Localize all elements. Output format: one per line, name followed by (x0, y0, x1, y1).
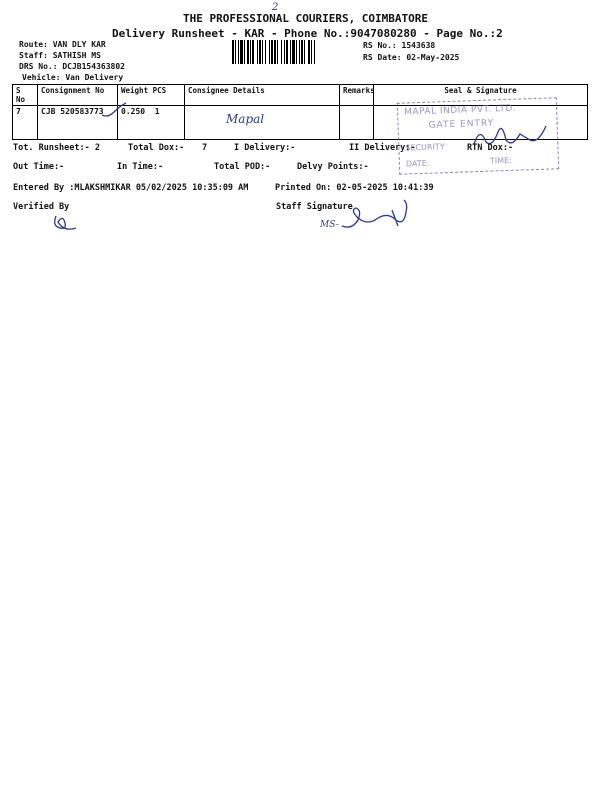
rs-number: RS No.: 1543638 (363, 41, 436, 50)
tot-runsheet: Tot. Runsheet:- 2 (13, 143, 100, 153)
header-sno: S No (13, 85, 38, 106)
vehicle-label: Vehicle: Van Delivery (22, 73, 124, 82)
printed-on: Printed On: 02-05-2025 10:41:39 (275, 183, 434, 193)
company-title: THE PROFESSIONAL COURIERS, COIMBATORE (183, 12, 429, 25)
cell-sno: 7 (13, 106, 38, 140)
stamp-security: SECURITY (405, 142, 445, 153)
staff-label: Staff: SATHISH MS (19, 51, 101, 60)
ii-delivery: II Delivery:- (349, 143, 416, 153)
ms-initials: MS- (320, 220, 339, 230)
delvy-points: Delvy Points:- (297, 162, 369, 172)
header-consignee: Consignee Details (185, 85, 340, 106)
stamp-company: MAPAL INDIA PVT. LTD. (403, 103, 517, 118)
cell-pcs: 1 (154, 107, 160, 116)
runsheet-subtitle: Delivery Runsheet - KAR - Phone No.:9047080280 - Page No.:2 (112, 27, 503, 40)
stamp-date: DATE: (405, 158, 430, 169)
consignee-handwriting: Mapal (226, 112, 265, 126)
cell-remarks (340, 106, 374, 140)
total-dox-value: 7 (202, 143, 208, 153)
header-remarks: Remarks (340, 85, 374, 106)
stamp-time: TIME: (489, 155, 512, 166)
top-handwritten-mark: 2 (272, 2, 279, 13)
cell-weight: 0.250 (121, 107, 146, 116)
i-delivery: I Delivery:- (234, 143, 296, 153)
barcode-image (232, 40, 357, 64)
out-time: Out Time:- (13, 162, 65, 172)
cell-consignment: CJB 520583773 (38, 106, 118, 140)
in-time: In Time:- (117, 162, 164, 172)
header-consignment: Consignment No (38, 85, 118, 106)
tick-mark (100, 100, 128, 120)
staff-signature-label: Staff Signature (276, 202, 353, 212)
total-pod: Total POD:- (214, 162, 271, 172)
entered-by: Entered By :MLAKSHMIKAR 05/02/2025 10:35:09 AM (13, 183, 249, 193)
verifier-signature (50, 212, 80, 234)
route-label: Route: VAN DLY KAR (19, 40, 106, 49)
barcode-bar (315, 40, 316, 64)
drs-number: DRS No.: DCJB154363802 (19, 62, 125, 71)
staff-signature (338, 196, 412, 236)
verified-by: Verified By (13, 202, 70, 212)
rs-date: RS Date: 02-May-2025 (363, 53, 460, 62)
header-weight-pcs: Weight PCS (118, 85, 185, 106)
rtn-dox: RTN Dox:- (467, 143, 514, 153)
header-seal: Seal & Signature (374, 85, 588, 106)
stamp-gate-entry: GATE ENTRY (428, 118, 495, 131)
total-dox-label: Total Dox:- (128, 143, 185, 153)
